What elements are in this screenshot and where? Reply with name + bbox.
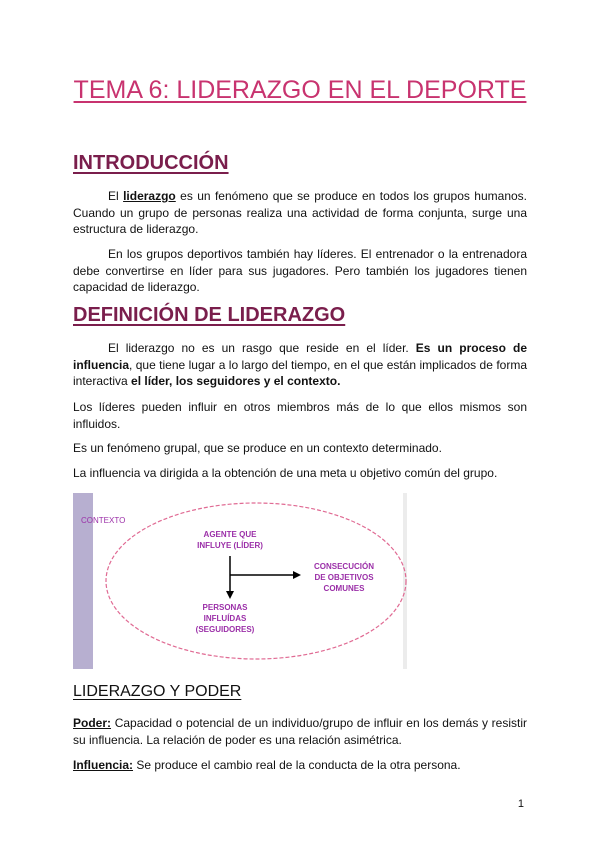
page-number: 1 [517, 798, 524, 810]
influencia-term: Influencia: [73, 758, 134, 772]
intro-heading: INTRODUCCIÓN [73, 152, 229, 174]
power-heading: LIDERAZGO Y PODER [73, 683, 242, 700]
definition-paragraph-3: Es un fenómeno grupal, que se produce en un contexto determinado. [73, 441, 442, 455]
definition-paragraph-2: Los líderes pueden influir en otros miembros más de lo que ellos mismos son influidos. [73, 400, 527, 431]
leadership-diagram [73, 493, 407, 669]
agent-label-2: INFLUYE (LÍDER) [197, 541, 263, 550]
agent-label-1: AGENTE QUE [203, 530, 257, 539]
poder-term: Poder: [73, 716, 112, 730]
goal-label-3: COMUNES [323, 584, 365, 593]
persons-label-1: PERSONAS [202, 603, 248, 612]
persons-label-3: (SEGUIDORES) [195, 625, 255, 634]
intro-paragraph-1: El liderazgo es un fenómeno que se produce en todos los grupos humanos. Cuando un grupo de personas realiza una actividad de forma conjunta, surge una estructura de liderazgo. [73, 189, 528, 236]
poder-definition: Poder: Capacidad o potencial de un individuo/grupo de influir en los demás y resistir su influencia. La relación de poder es una relación asimétrica. [73, 716, 527, 747]
definition-paragraph-1: El liderazgo no es un rasgo que reside en el líder. Es un proceso de influencia, que tiene lugar a lo largo del tiempo, en el que están implicados de forma interactiva el líder, los seguidores y el contexto. [73, 341, 527, 388]
goal-label-1: CONSECUCIÓN [313, 562, 375, 571]
page-title: TEMA 6: LIDERAZGO EN EL DEPORTE [73, 76, 527, 104]
definition-paragraph-4: La influencia va dirigida a la obtención de una meta u objetivo común del grupo. [73, 466, 498, 480]
context-label: CONTEXTO [81, 516, 126, 525]
persons-label-2: INFLUÍDAS [203, 614, 247, 623]
goal-label-2: DE OBJETIVOS [314, 573, 374, 582]
definition-heading: DEFINICIÓN DE LIDERAZGO [73, 304, 346, 326]
liderazgo-term: liderazgo [123, 189, 176, 203]
influencia-definition: Influencia: Se produce el cambio real de la conducta de la otra persona. [73, 758, 461, 772]
intro-paragraph-2: En los grupos deportivos también hay líderes. El entrenador o la entrenadora debe convertirse en líder para sus jugadores. Pero también los jugadores tienen capacidad de liderazgo. [73, 247, 527, 294]
